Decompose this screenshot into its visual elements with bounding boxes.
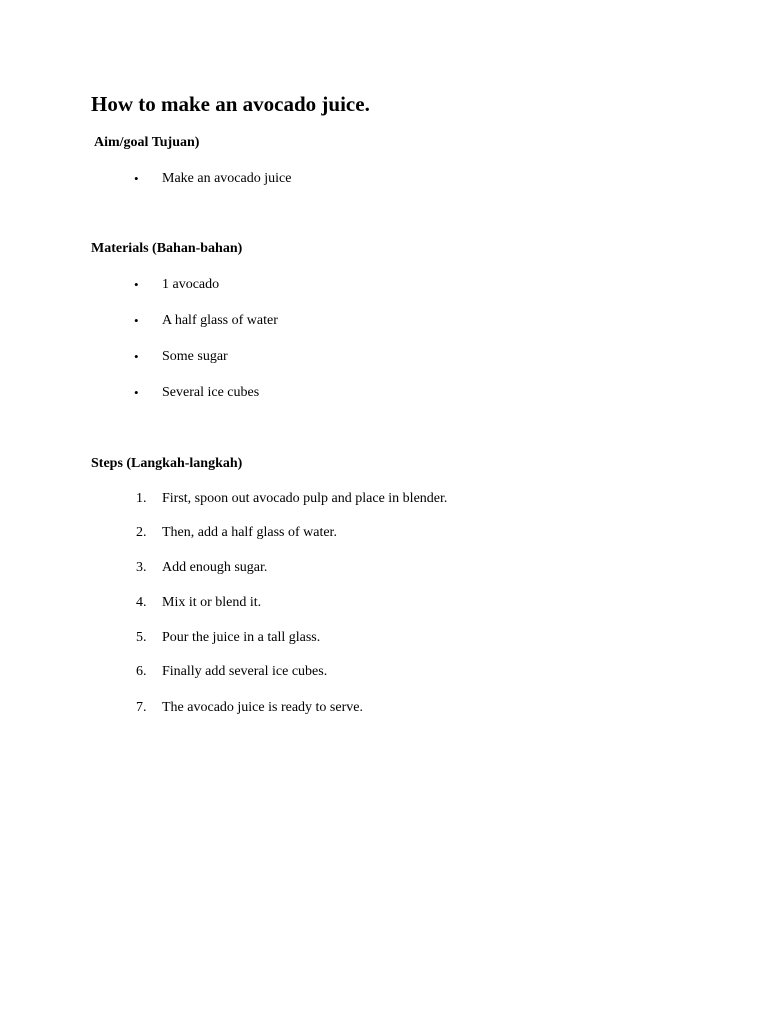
step-list-item (0, 523, 768, 543)
step-text: Add enough sugar. (162, 560, 268, 575)
material-list-item (0, 275, 768, 295)
materials-heading: Materials (Bahan-bahan) (91, 241, 243, 256)
step-number: 7. (136, 700, 147, 715)
step-list-item (0, 698, 768, 718)
page-title: How to make an avocado juice. (91, 92, 370, 116)
aim-heading: Aim/goal Tujuan) (94, 135, 200, 150)
step-text: The avocado juice is ready to serve. (162, 700, 363, 715)
step-number: 3. (136, 560, 147, 575)
aim-list-item (0, 169, 768, 189)
step-list-item (0, 662, 768, 682)
material-item-text: 1 avocado (162, 277, 220, 292)
step-number: 4. (136, 595, 147, 610)
step-number: 2. (136, 525, 147, 540)
bullet-icon: • (134, 385, 139, 400)
bullet-icon: • (134, 349, 139, 364)
steps-heading: Steps (Langkah-langkah) (91, 456, 243, 471)
material-list-item (0, 347, 768, 367)
material-item-text: Some sugar (162, 349, 228, 364)
bullet-icon: • (134, 277, 139, 292)
step-list-item (0, 593, 768, 613)
step-list-item (0, 558, 768, 578)
bullet-icon: • (134, 313, 139, 328)
step-number: 1. (136, 491, 147, 506)
aim-item-text: Make an avocado juice (162, 171, 292, 186)
material-item-text: A half glass of water (162, 313, 278, 328)
step-number: 6. (136, 664, 147, 679)
bullet-icon: • (134, 171, 139, 186)
material-list-item (0, 311, 768, 331)
step-text: Mix it or blend it. (162, 595, 262, 610)
step-text: Then, add a half glass of water. (162, 525, 337, 540)
step-list-item (0, 628, 768, 648)
material-list-item (0, 383, 768, 403)
material-item-text: Several ice cubes (162, 385, 260, 400)
step-list-item (0, 489, 768, 509)
step-number: 5. (136, 630, 147, 645)
step-text: First, spoon out avocado pulp and place in blender. (162, 491, 448, 506)
step-text: Finally add several ice cubes. (162, 664, 328, 679)
step-text: Pour the juice in a tall glass. (162, 630, 321, 645)
